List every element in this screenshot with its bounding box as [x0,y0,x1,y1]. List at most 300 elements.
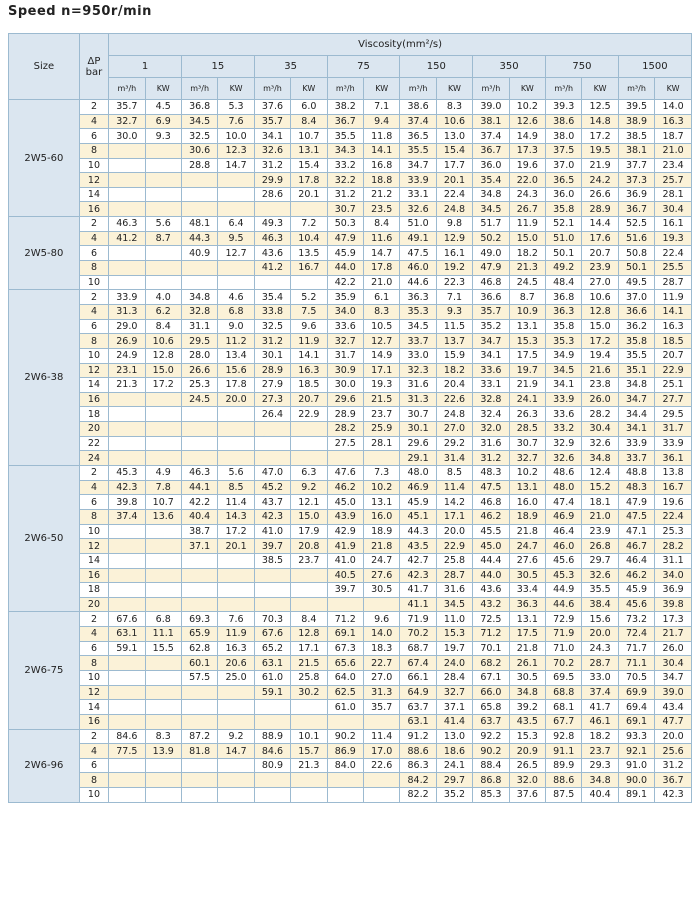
power-cell: 35.2 [436,788,472,803]
power-cell: 47.7 [655,714,692,729]
power-cell: 22.9 [291,407,327,422]
power-cell: 11.4 [363,729,399,744]
power-cell: 13.1 [291,143,327,158]
flow-cell: 80.9 [254,758,290,773]
flow-cell: 68.7 [400,641,436,656]
flow-cell: 36.8 [181,100,217,115]
power-cell: 37.1 [436,700,472,715]
flow-cell: 36.5 [546,173,582,188]
power-cell: 36.9 [655,583,692,598]
power-cell: 22.3 [436,275,472,290]
flow-cell: 34.9 [546,348,582,363]
flow-cell: 46.7 [618,539,654,554]
flow-cell: 47.9 [473,261,509,276]
power-cell: 28.1 [363,436,399,451]
power-cell [145,173,181,188]
flow-cell [109,597,145,612]
power-cell: 22.4 [655,509,692,524]
flow-cell: 33.1 [400,187,436,202]
flow-cell: 46.2 [473,509,509,524]
power-cell: 12.8 [291,627,327,642]
flow-cell: 28.6 [254,187,290,202]
power-cell: 26.6 [582,187,618,202]
flow-cell: 47.5 [618,509,654,524]
unit-power: KW [218,78,254,100]
flow-cell: 72.9 [546,612,582,627]
flow-cell: 48.4 [546,275,582,290]
power-cell: 15.4 [436,143,472,158]
power-cell: 16.3 [218,641,254,656]
power-cell: 24.3 [582,641,618,656]
table-row [9,670,692,685]
power-cell: 28.4 [436,670,472,685]
power-cell: 15.0 [291,509,327,524]
flow-cell: 47.5 [473,480,509,495]
flow-cell: 39.0 [473,100,509,115]
flow-cell: 62.8 [181,641,217,656]
power-cell: 16.7 [291,261,327,276]
flow-cell: 32.6 [546,451,582,466]
power-cell: 41.7 [582,700,618,715]
power-cell: 12.4 [582,466,618,481]
flow-cell: 60.1 [181,656,217,671]
flow-cell: 24.5 [181,392,217,407]
power-cell [145,788,181,803]
flow-cell: 30.1 [254,348,290,363]
flow-cell: 93.3 [618,729,654,744]
flow-cell: 51.6 [618,231,654,246]
power-cell: 29.5 [655,407,692,422]
flow-cell: 81.8 [181,744,217,759]
flow-cell [109,524,145,539]
power-cell: 19.5 [582,143,618,158]
power-cell: 10.2 [363,480,399,495]
flow-cell: 32.2 [327,173,363,188]
power-cell: 33.0 [582,670,618,685]
power-cell [145,758,181,773]
flow-cell: 70.2 [400,627,436,642]
flow-cell: 71.9 [546,627,582,642]
flow-cell: 32.7 [109,114,145,129]
flow-cell: 84.0 [327,758,363,773]
table-row [9,422,692,437]
table-row [9,700,692,715]
flow-cell [327,714,363,729]
flow-cell: 29.5 [181,334,217,349]
flow-cell [109,685,145,700]
power-cell [145,407,181,422]
flow-cell [109,773,145,788]
unit-flow: m³/h [181,78,217,100]
power-cell [291,788,327,803]
flow-cell: 48.0 [400,466,436,481]
pressure-cell: 10 [79,275,108,290]
unit-flow: m³/h [400,78,436,100]
power-cell: 12.7 [218,246,254,261]
power-cell [291,700,327,715]
flow-cell [327,451,363,466]
flow-cell: 31.6 [400,378,436,393]
flow-cell [254,714,290,729]
power-cell: 32.6 [582,568,618,583]
flow-cell [254,568,290,583]
pressure-cell: 16 [79,202,108,217]
power-cell: 20.0 [218,392,254,407]
power-cell: 10.1 [291,729,327,744]
flow-cell: 32.5 [254,319,290,334]
power-cell: 10.6 [582,290,618,305]
power-cell: 11.2 [218,334,254,349]
flow-cell: 67.3 [327,641,363,656]
flow-cell: 35.7 [473,304,509,319]
power-cell: 21.9 [509,378,545,393]
power-cell: 17.1 [291,641,327,656]
flow-cell: 86.3 [400,758,436,773]
power-cell: 4.5 [145,100,181,115]
flow-cell: 45.9 [400,495,436,510]
power-cell [218,275,254,290]
power-cell: 17.2 [218,524,254,539]
power-cell: 28.7 [582,656,618,671]
power-cell: 27.0 [582,275,618,290]
table-row [9,202,692,217]
power-cell: 8.4 [291,612,327,627]
power-cell: 17.8 [363,261,399,276]
flow-cell: 63.7 [473,714,509,729]
flow-cell: 67.7 [546,714,582,729]
pressure-cell: 2 [79,290,108,305]
power-cell: 13.1 [509,480,545,495]
flow-cell: 45.6 [618,597,654,612]
flow-cell: 46.2 [327,480,363,495]
flow-cell [109,656,145,671]
power-cell: 36.3 [509,597,545,612]
flow-cell: 87.5 [546,788,582,803]
table-row [9,627,692,642]
flow-cell: 51.0 [400,217,436,232]
power-cell: 25.3 [655,524,692,539]
pump-size-label: 2W5-80 [9,217,80,290]
power-cell: 21.8 [363,539,399,554]
flow-cell: 39.7 [254,539,290,554]
flow-cell: 69.4 [618,700,654,715]
power-cell: 12.7 [363,334,399,349]
flow-cell: 32.8 [181,304,217,319]
flow-cell: 66.0 [473,685,509,700]
flow-cell: 46.9 [546,509,582,524]
flow-cell: 36.3 [546,304,582,319]
pressure-cell: 10 [79,788,108,803]
power-cell: 23.9 [582,261,618,276]
flow-cell: 71.2 [327,612,363,627]
pressure-cell: 10 [79,524,108,539]
power-cell [218,773,254,788]
flow-cell: 48.0 [546,480,582,495]
power-cell [218,451,254,466]
power-cell: 13.1 [509,319,545,334]
table-row [9,451,692,466]
power-cell: 8.3 [145,729,181,744]
flow-cell: 73.2 [618,612,654,627]
table-row [9,173,692,188]
table-row [9,597,692,612]
table-row [9,114,692,129]
flow-cell: 66.1 [400,670,436,685]
table-row [9,407,692,422]
flow-cell: 42.2 [327,275,363,290]
flow-cell: 28.9 [254,363,290,378]
pressure-cell: 12 [79,363,108,378]
unit-power: KW [582,78,618,100]
unit-power: KW [436,78,472,100]
flow-cell: 34.5 [546,363,582,378]
table-row [9,363,692,378]
power-cell: 9.3 [145,129,181,144]
power-cell: 4.0 [145,290,181,305]
flow-cell: 33.2 [327,158,363,173]
viscosity-performance-table [8,33,692,803]
table-row [9,436,692,451]
flow-cell [181,261,217,276]
page-title: Speed n=950r/min [8,4,152,19]
flow-cell: 46.8 [473,495,509,510]
flow-cell [254,583,290,598]
power-cell: 18.9 [509,509,545,524]
power-cell: 12.9 [436,231,472,246]
power-cell: 22.6 [363,758,399,773]
power-cell: 20.1 [218,539,254,554]
power-cell: 18.7 [655,129,692,144]
power-cell: 8.4 [291,114,327,129]
table-row [9,758,692,773]
flow-cell: 31.2 [327,187,363,202]
flow-cell: 35.9 [327,290,363,305]
power-cell: 9.5 [218,231,254,246]
power-cell: 24.7 [363,553,399,568]
power-cell [218,597,254,612]
flow-cell: 35.8 [618,334,654,349]
flow-cell: 42.3 [400,568,436,583]
power-cell: 29.7 [582,553,618,568]
table-row [9,158,692,173]
power-cell: 27.6 [363,568,399,583]
power-cell: 31.3 [363,685,399,700]
flow-cell: 37.3 [618,173,654,188]
power-cell: 19.3 [655,231,692,246]
flow-cell: 92.2 [473,729,509,744]
unit-flow: m³/h [546,78,582,100]
power-cell: 28.5 [509,422,545,437]
flow-cell: 25.3 [181,378,217,393]
power-cell: 11.9 [509,217,545,232]
flow-cell: 50.1 [618,261,654,276]
power-cell: 19.4 [582,348,618,363]
power-cell [363,788,399,803]
power-cell: 7.3 [363,466,399,481]
power-cell: 14.7 [218,158,254,173]
flow-cell: 35.7 [254,114,290,129]
power-cell: 16.8 [363,158,399,173]
power-cell: 30.5 [509,568,545,583]
power-cell: 23.9 [582,524,618,539]
power-cell: 14.9 [509,129,545,144]
flow-cell: 33.6 [327,319,363,334]
flow-cell [327,788,363,803]
flow-cell: 30.1 [400,422,436,437]
power-cell: 15.7 [291,744,327,759]
power-cell: 18.5 [655,334,692,349]
power-cell: 25.0 [218,670,254,685]
flow-cell: 48.3 [618,480,654,495]
flow-cell: 77.5 [109,744,145,759]
power-cell: 30.7 [509,436,545,451]
power-cell: 34.7 [655,670,692,685]
flow-cell: 90.0 [618,773,654,788]
flow-cell: 37.5 [546,143,582,158]
power-cell: 10.0 [218,129,254,144]
power-cell: 15.3 [436,627,472,642]
viscosity-value: 350 [473,56,546,78]
pressure-cell: 16 [79,392,108,407]
power-cell [218,568,254,583]
power-cell: 42.3 [655,788,692,803]
power-cell: 29.3 [582,758,618,773]
flow-cell: 49.2 [546,261,582,276]
flow-cell: 57.5 [181,670,217,685]
pump-size-label: 2W6-96 [9,729,80,802]
power-cell: 24.7 [509,539,545,554]
power-cell: 7.5 [291,304,327,319]
power-cell: 12.5 [582,100,618,115]
table-row [9,685,692,700]
power-cell: 10.5 [363,319,399,334]
flow-cell: 91.2 [400,729,436,744]
power-cell: 21.7 [655,627,692,642]
flow-cell: 33.6 [546,407,582,422]
flow-cell: 69.3 [181,612,217,627]
power-cell: 18.9 [363,524,399,539]
table-row [9,524,692,539]
flow-cell: 45.0 [473,539,509,554]
flow-cell: 41.0 [254,524,290,539]
pressure-cell: 4 [79,304,108,319]
unit-power: KW [509,78,545,100]
flow-cell: 33.7 [618,451,654,466]
flow-cell: 45.9 [327,246,363,261]
power-cell [145,275,181,290]
power-cell: 18.5 [291,378,327,393]
flow-cell: 63.7 [400,700,436,715]
flow-cell: 34.8 [473,187,509,202]
flow-cell: 39.3 [546,100,582,115]
flow-cell: 36.6 [473,290,509,305]
power-cell [145,392,181,407]
flow-cell: 33.9 [400,173,436,188]
flow-cell: 88.4 [473,758,509,773]
pressure-cell: 6 [79,319,108,334]
flow-cell: 41.2 [254,261,290,276]
power-cell: 11.4 [436,480,472,495]
flow-cell [327,773,363,788]
power-cell: 18.1 [582,495,618,510]
power-cell: 43.5 [509,714,545,729]
flow-cell [109,202,145,217]
power-cell: 19.3 [363,378,399,393]
flow-cell: 46.4 [546,524,582,539]
flow-cell [254,275,290,290]
flow-cell: 49.5 [618,275,654,290]
flow-cell: 84.6 [109,729,145,744]
flow-cell: 88.6 [400,744,436,759]
power-cell: 21.0 [363,275,399,290]
unit-flow: m³/h [473,78,509,100]
power-cell: 32.6 [582,436,618,451]
flow-cell: 46.3 [254,231,290,246]
power-cell: 18.2 [509,246,545,261]
flow-cell: 26.4 [254,407,290,422]
flow-cell: 46.9 [400,480,436,495]
power-cell: 28.2 [582,407,618,422]
flow-cell: 35.8 [546,202,582,217]
power-cell: 40.4 [582,788,618,803]
flow-cell: 63.1 [254,656,290,671]
power-cell [363,714,399,729]
flow-cell: 38.2 [327,100,363,115]
flow-cell [254,422,290,437]
flow-cell: 44.1 [181,480,217,495]
flow-cell: 34.4 [618,407,654,422]
flow-cell [109,788,145,803]
power-cell: 41.4 [436,714,472,729]
flow-cell: 47.4 [546,495,582,510]
power-cell [363,451,399,466]
power-cell: 31.1 [655,553,692,568]
power-cell [145,597,181,612]
power-cell [218,758,254,773]
flow-cell: 28.2 [327,422,363,437]
power-cell [145,539,181,554]
flow-cell: 71.0 [546,641,582,656]
flow-cell: 32.4 [473,407,509,422]
power-cell [218,685,254,700]
flow-cell: 23.1 [109,363,145,378]
flow-cell [109,539,145,554]
pressure-cell: 8 [79,143,108,158]
power-cell: 19.6 [655,495,692,510]
power-cell: 9.6 [291,319,327,334]
flow-cell: 84.6 [254,744,290,759]
flow-cell: 35.5 [400,143,436,158]
pressure-cell: 4 [79,627,108,642]
flow-cell: 45.2 [254,480,290,495]
flow-cell: 33.0 [400,348,436,363]
table-row [9,553,692,568]
power-cell: 6.4 [218,217,254,232]
table-row [9,261,692,276]
power-cell: 14.1 [291,348,327,363]
power-cell: 37.4 [582,685,618,700]
flow-cell [181,714,217,729]
power-cell: 17.7 [436,158,472,173]
power-cell: 13.0 [436,729,472,744]
flow-cell: 35.3 [400,304,436,319]
flow-cell: 38.6 [400,100,436,115]
power-cell: 31.7 [655,422,692,437]
viscosity-header: Viscosity(mm²/s) [109,34,692,56]
flow-cell: 27.9 [254,378,290,393]
table-row [9,334,692,349]
flow-cell: 71.7 [618,641,654,656]
